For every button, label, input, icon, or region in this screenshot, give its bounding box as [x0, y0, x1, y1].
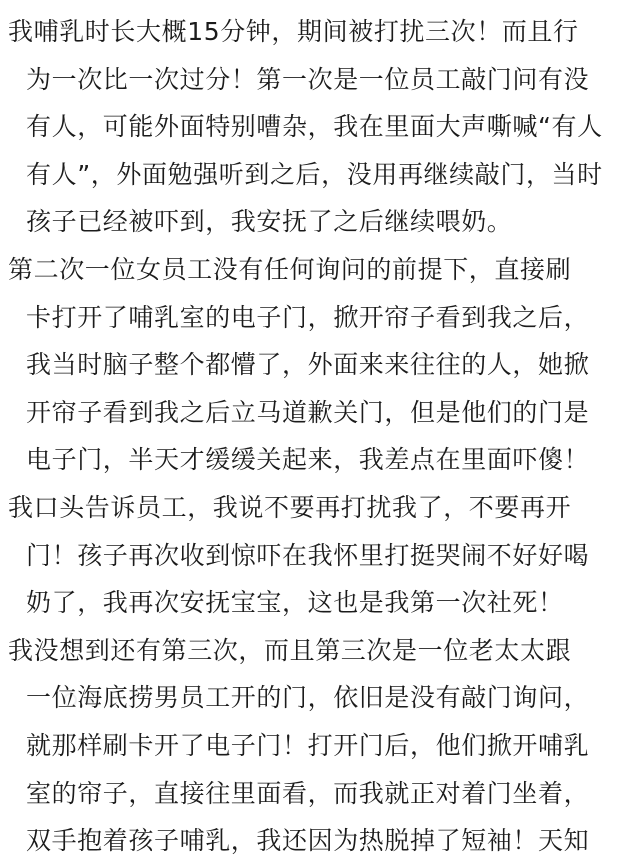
text-line: 孩子已经被吓到，我安抚了之后继续喂奶。 [26, 207, 513, 237]
watermark-icon [60, 690, 100, 710]
text-line: 我当时脑子整个都懵了，外面来来往往的人，她掀 [26, 350, 590, 380]
text-line: 门！孩子再次收到惊吓在我怀里打挺哭闹不好好喝 [26, 540, 590, 570]
text-line: 我没想到还有第三次，而且第三次是一位老太太跟 [8, 635, 572, 665]
text-line: 开帘子看到我之后立马道歉关门，但是他们的门是 [26, 397, 590, 427]
text-line: 电子门，半天才缓缓关起来，我差点在里面吓傻！ [26, 445, 590, 475]
text-line: 卡打开了哺乳室的电子门，掀开帘子看到我之后， [26, 302, 590, 332]
text-line: 为一次比一次过分！第一次是一位员工敲门问有没 [26, 64, 590, 94]
text-line: 双手抱着孩子哺乳，我还因为热脱掉了短袖！天知 [26, 826, 590, 856]
text-line: 一位海底捞男员工开的门，依旧是没有敲门询问， [26, 683, 590, 713]
text-line: 室的帘子，直接往里面看，而我就正对着门坐着， [26, 778, 590, 808]
text-line: 奶了，我再次安抚宝宝，这也是我第一次社死！ [26, 588, 564, 618]
text-line: 我口头告诉员工，我说不要再打扰我了，不要再开 [8, 492, 572, 522]
text-line: 有人”，外面勉强听到之后，没用再继续敲门，当时 [26, 159, 603, 189]
text-line: 就那样刷卡开了电子门！打开门后，他们掀开哺乳 [26, 730, 590, 760]
text-line: 我哺乳时长大概15分钟，期间被打扰三次！而且行 [8, 17, 579, 46]
text-line: 第二次一位女员工没有任何询问的前提下，直接刷 [8, 254, 572, 284]
text-line: 有人，可能外面特别嘈杂，我在里面大声嘶喊“有人 [26, 112, 603, 142]
